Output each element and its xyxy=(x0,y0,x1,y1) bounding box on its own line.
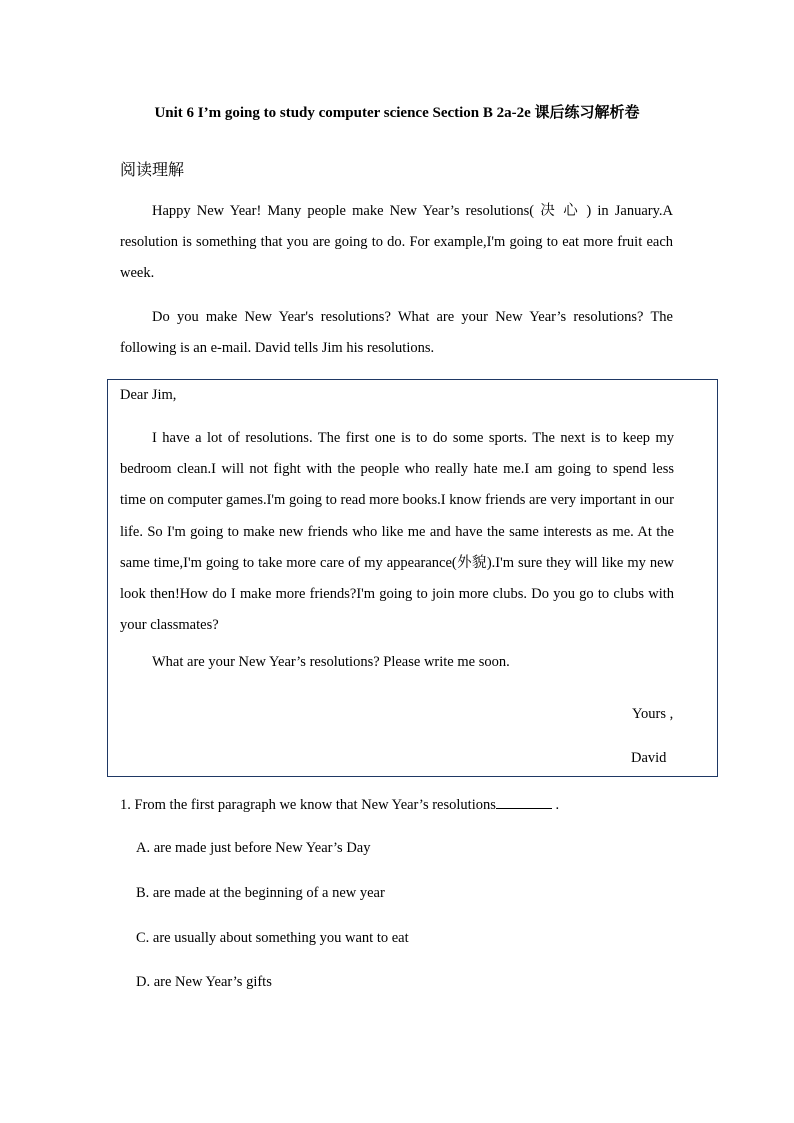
question-1-stem xyxy=(120,796,559,814)
letter-closing-line: What are your New Year’s resolutions? Please write me soon. xyxy=(152,654,510,670)
letter-valediction: Yours , xyxy=(632,706,674,722)
option-d: D. are New Year’s gifts xyxy=(136,974,272,990)
answer-blank xyxy=(496,796,552,809)
section-heading: 阅读理解 xyxy=(120,160,185,179)
option-b: B. are made at the beginning of a new year xyxy=(136,885,385,901)
question-1-suffix: . xyxy=(551,797,560,813)
letter-box xyxy=(107,379,718,777)
intro-paragraph-2: Do you make New Year's resolutions? What are your New Year’s resolutions? The following is an e-mail. David tells Jim his resolutions. xyxy=(120,309,673,356)
document-title: Unit 6 I’m going to study computer science Section B 2a-2e 课后练习解析卷 xyxy=(154,105,640,121)
intro-paragraph-1: Happy New Year! Many people make New Year’s resolutions( 决 心 ) in January.A resolution is something that you are going to do. For example,I'm going to eat more fruit each week. xyxy=(120,203,673,281)
letter-greeting: Dear Jim, xyxy=(120,387,177,403)
letter-body: I have a lot of resolutions. The first one is to do some sports. The next is to keep my bedroom clean.I will not fight with the people who really hate me.I am going to spend less time on computer games.I'm going to read more books.I know friends are very important in our life. So I'm going to make new friends who like me and have the same interests as me. At the same time,I'm going to take more care of my appearance(外貌).I'm sure they will like my new look then!How do I make more friends?I'm going to join more clubs. Do you go to clubs with your classmates? xyxy=(120,430,674,634)
option-a: A. are made just before New Year’s Day xyxy=(136,840,371,856)
question-1-text: 1. From the first paragraph we know that New Year’s resolutions xyxy=(120,797,496,813)
letter-signature: David xyxy=(631,750,667,766)
option-c: C. are usually about something you want to eat xyxy=(136,930,409,946)
